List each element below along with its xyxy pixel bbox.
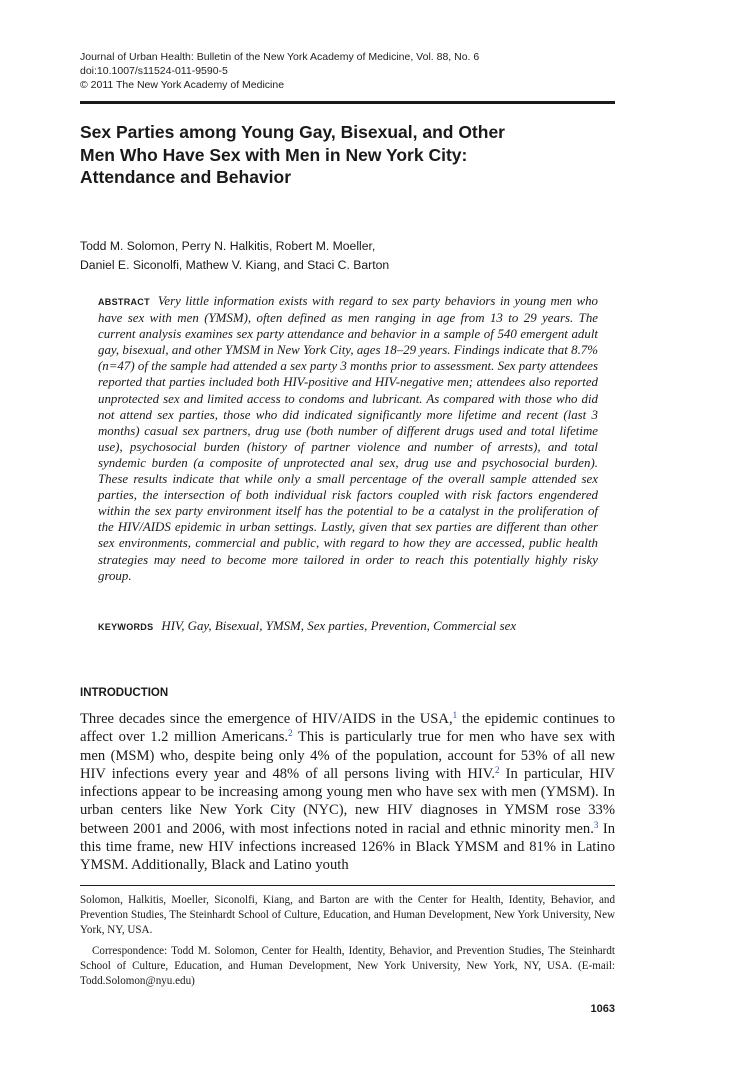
author-list: [80, 237, 620, 274]
body-text-segment: the epidemic continues to affect over 1.2 million Americans.: [80, 711, 616, 746]
doi-link[interactable]: doi:10.1007/s11524-011-9590-5: [80, 65, 228, 77]
body-text-segment: This is particularly true for men who have sex with men (MSM) who, despite being only 4% of the population, account for 53% of all new HIV infections every year and 48% of all persons living with HIV.: [80, 729, 615, 782]
footnotes-block: [80, 893, 615, 994]
affiliation-note: Solomon, Halkitis, Moeller, Siconolfi, Kiang, and Barton are with the Center for Health, Identity, Behavior, and Prevention Studies, The Steinhardt School of Culture, Education, and Human Development, New York University, New York, NY, USA.: [80, 894, 615, 937]
keywords-block: [98, 618, 598, 635]
author-line: Daniel E. Siconolfi, Mathew V. Kiang, and Staci C. Barton: [80, 257, 390, 272]
keywords-text: HIV, Gay, Bisexual, YMSM, Sex parties, Prevention, Commercial sex: [161, 619, 517, 633]
body-text-segment: Three decades since the emergence of HIV/AIDS in the USA,: [80, 711, 453, 727]
introduction-paragraph: [80, 710, 615, 875]
abstract-label: ABSTRACT: [98, 297, 150, 307]
abstract-text: Very little information exists with regard to sex party behaviors in young men who have sex with men (YMSM), often defined as men ranging in age from 13 to 29 years. The current analysis examines sex party attendance and behavior in a sample of 540 emergent adult gay, bisexual, and other YMSM in New York City, ages 18–29 years. Findings indicate that 8.7% (n=47) of the sample had attended a sex party 3 months prior to assessment. Sex party attendees reported that parties included both HIV-positive and HIV-negative men; attendees also reported unprotected sex and limited access to condoms and lubricant. As compared with those who did not attend sex parties, those who did indicated significantly more lifetime and recent (last 3 months) casual sex partners, drug use (both number of different drugs used and total lifetime use), psychosocial burden (history of partner violence and number of arrests), and total syndemic burden (a composite of unprotected anal sex, drug use and psychosocial burden). These results indicate that while only a small percentage of the overall sample attended sex parties, the intersection of both individual risk factors coupled with risk factors engendered within the sex party environment itself has the potential to be a catalyst in the proliferation of the HIV/AIDS epidemic in urban settings. Lastly, given that sex parties are different than other sex environments, commercial and public, with regard to how they are accessed, public health strategies may need to become more tailored in order to reach this potentially highly risky group.: [98, 294, 598, 583]
body-text-segment: In particular, HIV infections appear to be increasing among young men who have sex with men (YMSM). In urban centers like New York City (NYC), new HIV diagnoses in YMSM rose 33% between 2001 and 2006, with most infections noted in racial and ethnic minority men.: [80, 765, 616, 837]
header-rule: [80, 101, 615, 104]
journal-name: Journal of Urban Health: Bulletin of the New York Academy of Medicine, Vol. 88, No. 6: [80, 51, 480, 63]
author-line: Todd M. Solomon, Perry N. Halkitis, Robert M. Moeller,: [80, 239, 376, 253]
copyright-notice: © 2011 The New York Academy of Medicine: [80, 79, 285, 91]
title-line: Men Who Have Sex with Men in New York City:: [80, 144, 468, 165]
correspondence-note: Correspondence: Todd M. Solomon, Center for Health, Identity, Behavior, and Prevention Studies, The Steinhardt School of Culture, Education, and Human Development, New York University, New York, NY, USA. (E-mail: Todd.Solomon@nyu.edu): [80, 944, 615, 988]
citation-link[interactable]: 1: [452, 710, 458, 720]
article-title: [80, 121, 600, 189]
journal-header: [80, 50, 640, 92]
abstract-block: [98, 293, 598, 584]
keywords-label: KEYWORDS: [98, 622, 154, 632]
footnote-rule: [80, 885, 615, 886]
citation-link[interactable]: 3: [593, 819, 599, 830]
title-line: Attendance and Behavior: [80, 167, 292, 187]
citation-link[interactable]: 2: [495, 764, 500, 775]
title-line: Sex Parties among Young Gay, Bisexual, and Other: [80, 122, 505, 142]
body-text-segment: In this time frame, new HIV infections increased 126% in Black YMSM and 81% in Latino YMSM. Additionally, Black and Latino youth: [80, 820, 616, 874]
page-number: 1063: [590, 1003, 615, 1015]
citation-link[interactable]: 2: [288, 728, 293, 739]
section-heading-introduction: INTRODUCTION: [80, 687, 169, 699]
